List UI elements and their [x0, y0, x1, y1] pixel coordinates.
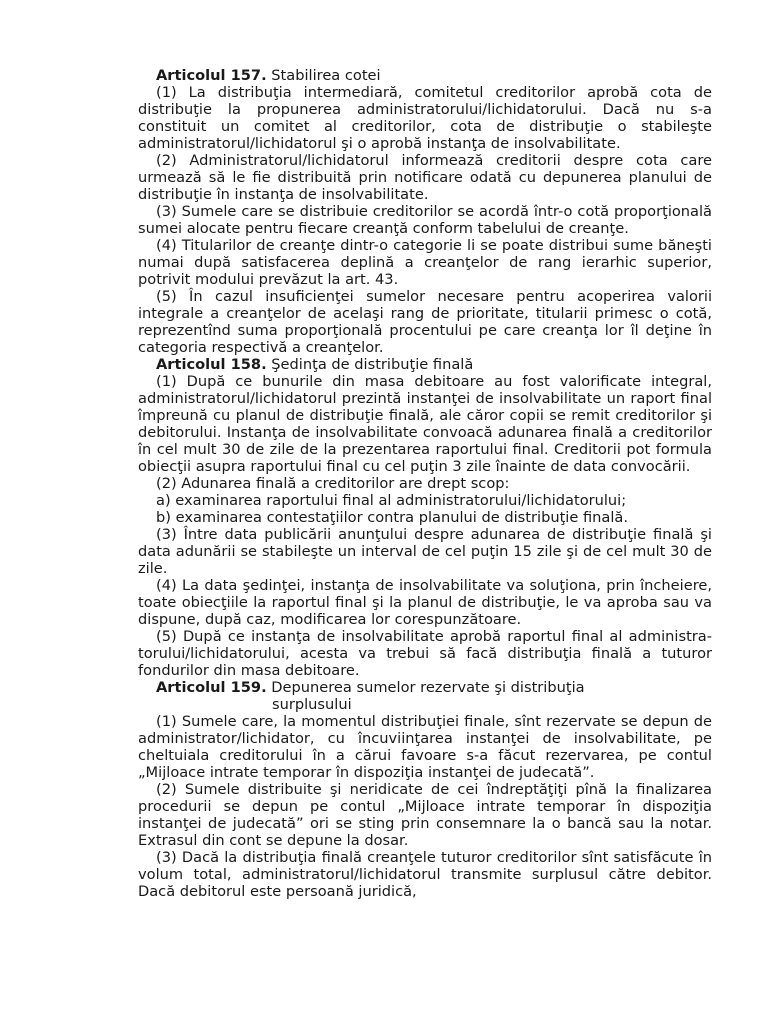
document-page — [138, 67, 712, 900]
article-title: Şedinţa de distribuţie finală — [271, 356, 474, 373]
paragraph: (2) Sumele distribuite şi neridicate de cei îndreptăţiţi pînă la finalizarea procedurii se depun pe contul „Mijloace intrate temporar în dispoziţia instanţei de judecată” ori se sting prin consemnare la o bancă sau la notar. Extrasul din cont se depune la dosar. — [138, 781, 712, 849]
article-number: Articolul 157. — [156, 67, 267, 84]
paragraph: (1) După ce bunurile din masa debitoare au fost valorificate integral, administratorul/lichidatorul prezintă instanţei de insolvabilitate un raport final împreună cu planul de distribuţie finală, ale căror copii se remit creditorilor şi debitorului. Instanţa de insolvabilitate convoacă adunarea finală a creditorilor în cel mult 30 de zile de la prezentarea raportului final. Creditorii pot formula obiecţii asupra raportului final cu cel puţin 3 zile înainte de data convocării. — [138, 373, 712, 475]
paragraph: (3) Dacă la distribuţia finală creanţele tuturor creditorilor sînt satisfăcute în volum total, administratorul/lichidatorul transmite surplusul către debitor. Dacă debitorul este persoană juridică, — [138, 849, 712, 900]
article-title-continuation: surplusului — [272, 696, 352, 713]
article-number: Articolul 159. — [156, 679, 267, 696]
paragraph: (4) La data şedinţei, instanţa de insolvabilitate va soluţiona, prin încheiere, toate obiecţiile la raportul final şi la planul de distribuţie, le va aproba sau va dispune, după caz, modificarea lor corespunzătoare. — [138, 577, 712, 628]
article-number: Articolul 158. — [156, 356, 267, 373]
article-158-heading — [138, 356, 712, 373]
paragraph: (4) Titularilor de creanţe dintr-o categorie li se poate distribui sume băneşti numai după satisfacerea deplină a creanţelor de rang ierarhic superior, potrivit modului prevăzut la art. 43. — [138, 237, 712, 288]
list-item: a) examinarea raportului final al administratorului/lichidatorului; — [156, 492, 627, 509]
article-157-heading — [138, 67, 712, 84]
article-159-heading — [138, 679, 712, 713]
article-title: Depunerea sumelor rezervate şi distribuţia — [271, 679, 585, 696]
paragraph: (3) Între data publicării anunţului despre adunarea de distribuţie finală şi data adunării se stabileşte un interval de cel puţin 15 zile şi de cel mult 30 de zile. — [138, 526, 712, 577]
article-title: Stabilirea cotei — [271, 67, 381, 84]
paragraph: (2) Administratorul/lichidatorul informează creditorii despre cota care urmează să le fie distribuită prin notificare odată cu depunerea planului de distribuţie în instanţa de insolvabilitate. — [138, 152, 712, 203]
paragraph: (1) La distribuţia intermediară, comitetul creditorilor aprobă cota de distribuţie la propunerea administratorului/lichidatorului. Dacă nu s-a constituit un comitet al creditorilor, cota de distribuţie o stabileşte administratorul/lichidatorul şi o aprobă instanţa de insolvabilitate. — [138, 84, 712, 152]
paragraph: (1) Sumele care, la momentul distribuţiei finale, sînt rezervate se depun de administrator/lichidator, cu încuviinţarea instanţei de insolvabilitate, pe cheltuiala creditorului în a cărui favoare s-a făcut rezervarea, pe contul „Mijloace intrate temporar în dispoziţia instanţei de judecată”. — [138, 713, 712, 781]
paragraph: (3) Sumele care se distribuie creditorilor se acordă într-o cotă proporţională sumei alocate pentru fiecare creanţă conform tabelului de creanţe. — [138, 203, 712, 237]
paragraph: (5) După ce instanţa de insolvabilitate aprobă raportul final al administra-torului/lichidatorului, acesta va trebui să facă distribuţia finală a tuturor fondurilor din masa debitoare. — [138, 628, 712, 679]
paragraph: (2) Adunarea finală a creditorilor are drept scop: — [156, 475, 510, 492]
paragraph: (5) În cazul insuficienţei sumelor necesare pentru acoperirea valorii integrale a creanţelor de acelaşi rang de prioritate, titularii primesc o cotă, reprezentînd suma proporţională procentului pe care creanţa lor îl deţine în categoria respectivă a creanţelor. — [138, 288, 712, 356]
list-item: b) examinarea contestaţiilor contra planului de distribuţie finală. — [156, 509, 628, 526]
